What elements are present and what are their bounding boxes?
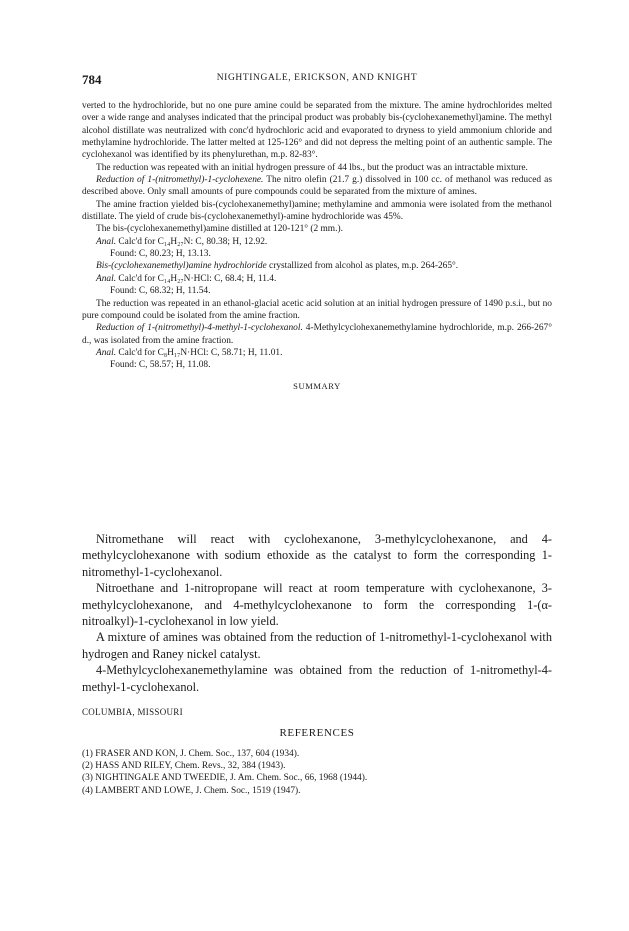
summary-paragraph: Nitroethane and 1-nitropropane will react at room temperature with cyclohexanone, 3-methylcyclohexanone, and 4-methylcyclohexanone to form the corresponding 1-(α-nitroalkyl)-1-cyclohexanol in low yield. bbox=[82, 581, 552, 629]
page-number: 784 bbox=[82, 72, 102, 87]
paragraph-text: The nitro olefin (21.7 g.) dissolved in 100 cc. of methanol was reduced as described above. Only small amounts of pure compounds could be separated from the mixture of amines. bbox=[82, 175, 552, 198]
experimental-paragraph bbox=[82, 174, 552, 199]
experimental-paragraph bbox=[82, 322, 552, 347]
running-head: NIGHTINGALE, ERICKSON, AND KNIGHT bbox=[216, 73, 418, 83]
analysis-text: Calc'd for C₁₄H₂₇N·HCl: C, 68.4; H, 11.4. bbox=[116, 273, 277, 284]
summary-paragraph: A mixture of amines was obtained from the reduction of 1-nitromethyl-1-cyclohexanol with hydrogen and Raney nickel catalyst. bbox=[82, 630, 552, 661]
analysis-text: Calc'd for C₈H₁₇N·HCl: C, 58.71; H, 11.01. bbox=[116, 347, 283, 358]
summary-paragraph: 4-Methylcyclohexanemethylamine was obtained from the reduction of 1-nitromethyl-4-methyl-1-cyclohexanol. bbox=[82, 663, 552, 694]
summary-paragraph: Nitromethane will react with cyclohexanone, 3-methylcyclohexanone, and 4-methylcyclohexanone with sodium ethoxide as the catalyst to form the corresponding 1-nitromethyl-1-cyclohexanol. bbox=[82, 532, 552, 579]
institution-location: COLUMBIA, MISSOURI bbox=[82, 707, 183, 717]
analysis-line bbox=[82, 273, 552, 285]
reference-item: (2) HASS AND RILEY, Chem. Revs., 32, 384 (1943). bbox=[82, 761, 286, 772]
analysis-line bbox=[82, 236, 552, 248]
experimental-paragraph: The amine fraction yielded bis-(cyclohexanemethyl)amine; methylamine and ammonia were isolated from the methanol distillate. The yield of crude bis-(cyclohexanemethyl)-amine hydrochloride was 45%. bbox=[82, 199, 552, 223]
references-list bbox=[82, 748, 552, 797]
experimental-paragraph: The reduction was repeated in an ethanol-glacial acetic acid solution at an initial hydrogen pressure of 1490 p.s.i., but no pure compound could be isolated from the amine fraction. bbox=[82, 298, 552, 321]
found-line: Found: C, 80.23; H, 13.13. bbox=[110, 249, 211, 260]
analysis-label: Anal. bbox=[96, 347, 117, 358]
analysis-line bbox=[82, 347, 552, 359]
subsection-heading: Reduction of 1-(nitromethyl)-4-methyl-1-cyclohexanol. bbox=[96, 323, 303, 334]
experimental-section bbox=[82, 100, 552, 399]
subsection-heading: Reduction of 1-(nitromethyl)-1-cyclohexene. bbox=[96, 175, 264, 186]
references-heading: REFERENCES bbox=[279, 727, 355, 739]
summary-heading: SUMMARY bbox=[293, 380, 341, 391]
experimental-paragraph: verted to the hydrochloride, but no one pure amine could be separated from the mixture. The amine hydrochlorides melted over a wide range and analyses indicated that the principal product was probably bis-(cyclohexanemethyl)amine. The methyl alcohol distillate was neutralized with conc'd hydrochloric acid and evaporated to dryness to yield ammonium chloride and methylamine hydrochloride. The latter melted at 125-126° and did not depress the melting point of an authentic sample. The cyclohexanol was identified by its phenylurethan, m.p. 82-83°. bbox=[82, 101, 552, 161]
analysis-label: Anal. bbox=[96, 236, 117, 247]
paragraph-text: 4-Methylcyclohexanemethylamine hydrochloride, m.p. 266-267° d., was isolated from the amine fraction. bbox=[82, 323, 552, 346]
experimental-paragraph bbox=[82, 260, 552, 272]
experimental-paragraph: The reduction was repeated with an initial hydrogen pressure of 44 lbs., but the product was an intractable mixture. bbox=[96, 162, 528, 173]
paragraph-text: crystallized from alcohol as plates, m.p. 264-265°. bbox=[266, 261, 459, 272]
found-line: Found: C, 58.57; H, 11.08. bbox=[110, 360, 211, 371]
page-header bbox=[82, 72, 552, 86]
found-line: Found: C, 68.32; H, 11.54. bbox=[110, 286, 211, 297]
subsection-heading: Bis-(cyclohexanemethyl)amine hydrochloride bbox=[96, 261, 267, 272]
reference-item: (1) FRASER AND KON, J. Chem. Soc., 137, 604 (1934). bbox=[82, 749, 300, 759]
summary-section bbox=[82, 531, 552, 695]
reference-item: (3) NIGHTINGALE AND TWEEDIE, J. Am. Chem. Soc., 66, 1968 (1944). bbox=[82, 773, 368, 784]
analysis-text: Calc'd for C₁₄H₂₇N: C, 80.38; H, 12.92. bbox=[116, 236, 268, 247]
reference-item: (4) LAMBERT AND LOWE, J. Chem. Soc., 1519 (1947). bbox=[82, 785, 301, 796]
analysis-label: Anal. bbox=[96, 273, 117, 284]
experimental-paragraph: The bis-(cyclohexanemethyl)amine distilled at 120-121° (2 mm.). bbox=[96, 224, 343, 235]
